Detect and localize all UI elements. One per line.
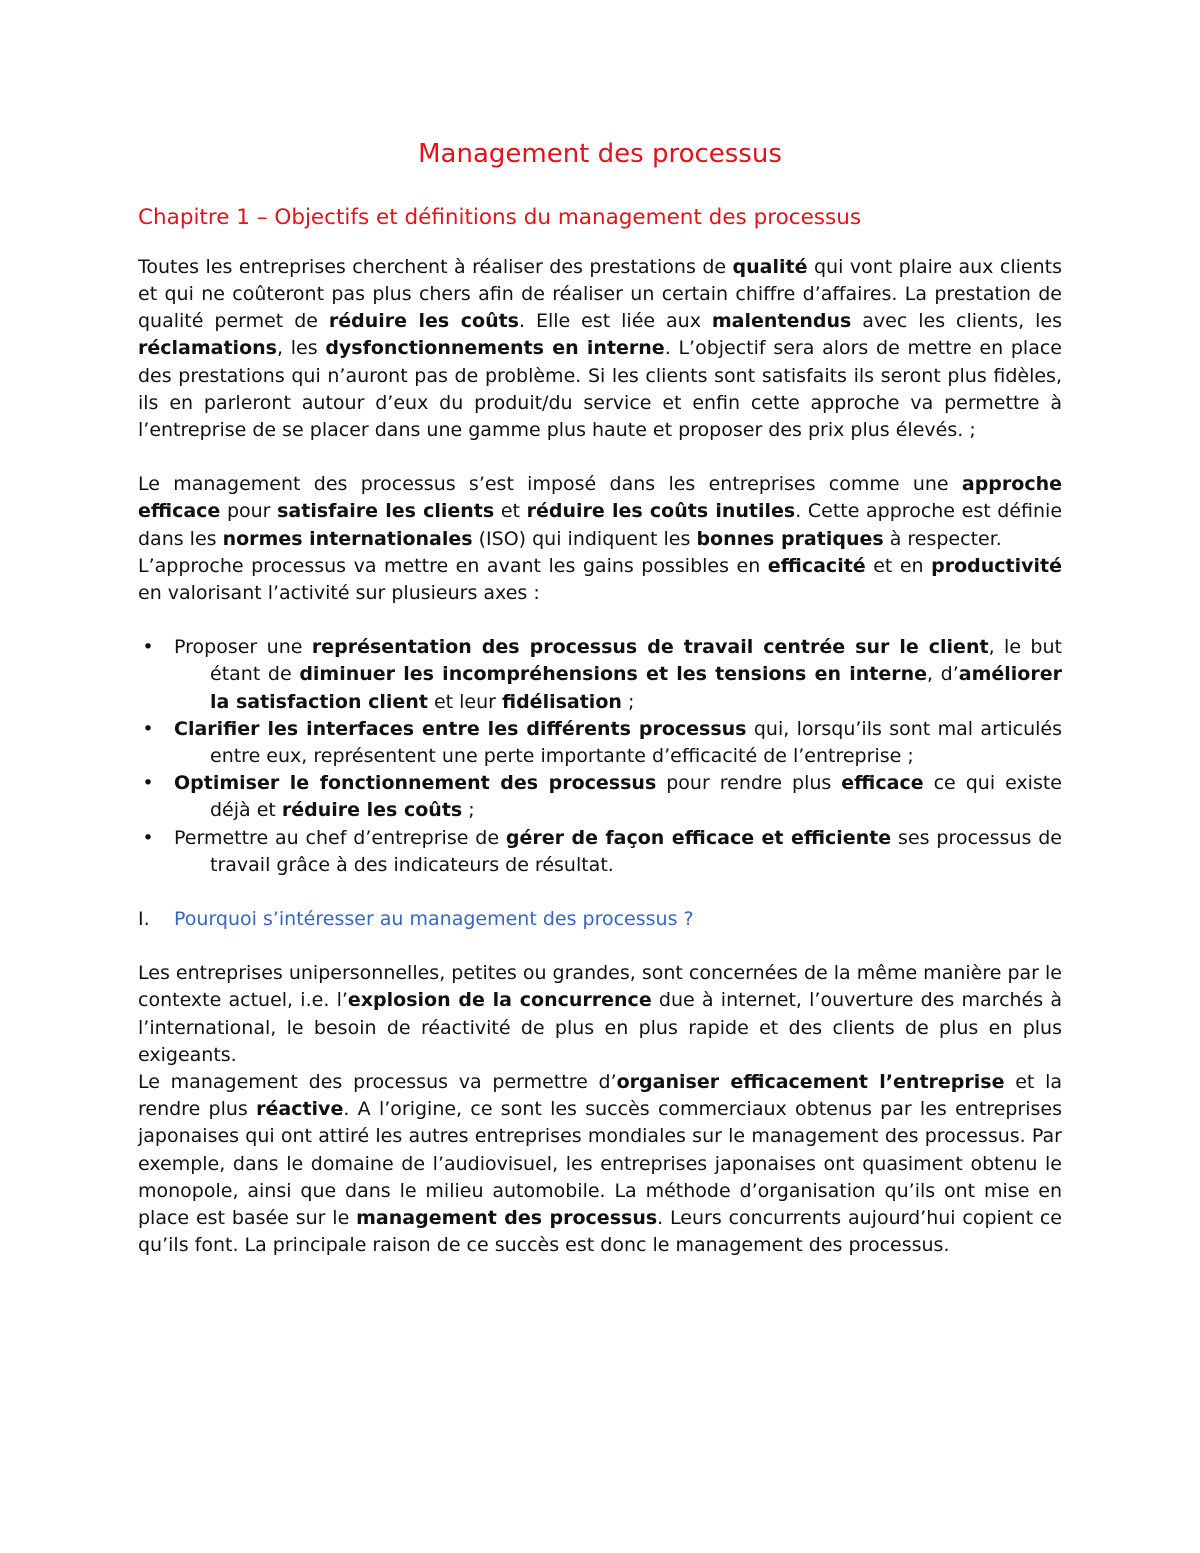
section-number: I. [138, 908, 150, 930]
text-run: . Elle est liée aux [519, 310, 712, 333]
text-run: . A l’origine, ce sont les succès commerciaux obtenus par les entreprises japonaises qui ont attiré les autres entreprises mondiales sur le management des processus. Par exemple, dans le domaine de l’audiovisuel, les entreprises japonaises ont quasiment obtenu le monopole, ainsi que dans le milieu automobile. La méthode d’organisation qu’ils ont mise en place est basée sur le [138, 1098, 1062, 1230]
text-run: ; [621, 690, 635, 713]
bold-text: réduire les coûts inutiles [526, 500, 796, 523]
bullet-icon: • [142, 826, 154, 849]
bold-text: réclamations [138, 337, 277, 360]
axes-paragraph [138, 553, 1062, 607]
list-item-text [174, 718, 1062, 767]
section-title: Pourquoi s’intéresser au management des processus ? [174, 908, 694, 930]
bold-text: dysfonctionnements en interne [325, 337, 665, 360]
text-run: . Leurs concurrents aujourd’hui copient ce qu’ils font. La principale raison de ce succès est donc le management des processus. [138, 1207, 1062, 1257]
list-item [138, 716, 1062, 770]
context-paragraph [138, 960, 1062, 1069]
bold-text: organiser efficacement l’entreprise [616, 1071, 1005, 1094]
text-run: L’approche processus va mettre en avant les gains possibles en [138, 554, 768, 577]
bold-text: réduire les coûts [328, 310, 519, 333]
list-item-text [174, 772, 1062, 821]
text-run: Les entreprises unipersonnelles, petites ou grandes, sont concernées de la même manière par le contexte actuel, i.e. l’ [138, 962, 1062, 1012]
text-run: Le management des processus s’est imposé dans les entreprises comme une [138, 473, 962, 496]
bold-text: améliorer la satisfaction client [210, 663, 1062, 713]
text-run: . Cette approche est définie dans les [138, 500, 1063, 550]
bold-text: diminuer les incompréhensions et les tensions en interne [299, 663, 927, 686]
bold-text: malentendus [711, 310, 852, 333]
axes-list [138, 634, 1062, 879]
intro-paragraph [138, 254, 1062, 444]
text-run: Proposer une [174, 636, 312, 659]
bold-text: réduire les coûts [281, 799, 463, 822]
text-run: avec les clients, les [851, 310, 1062, 333]
bold-text: management des processus [356, 1207, 658, 1230]
bullet-icon: • [142, 636, 154, 659]
text-run: Le management des processus va permettre d’ [138, 1071, 617, 1094]
bullet-icon: • [142, 772, 154, 795]
text-run: ses processus de travail grâce à des indicateurs de résultat. [210, 826, 1062, 876]
text-run: due à internet, l’ouverture des marchés à l’international, le besoin de réactivité de plus en plus rapide et des clients de plus en plus exigeants. [138, 989, 1063, 1066]
text-run: qui vont plaire aux clients et qui ne coûteront pas plus chers afin de réaliser un certain chiffre d’affaires. La prestation de qualité permet de [138, 255, 1062, 333]
list-item-text [174, 827, 1062, 876]
document-title: Management des processus [418, 139, 782, 169]
list-item [138, 825, 1062, 879]
text-run: et la rendre plus [138, 1071, 1062, 1121]
bold-text: normes internationales [222, 527, 473, 550]
origin-paragraph [138, 1069, 1062, 1259]
approach-paragraph [138, 471, 1062, 553]
chapter-heading: Chapitre 1 – Objectifs et définitions du management des processus [138, 204, 862, 230]
bold-text: qualité [732, 255, 808, 278]
bold-text: Clarifier les interfaces entre les différents processus [174, 717, 747, 740]
text-run: (ISO) qui indiquent les [472, 527, 697, 550]
list-item [138, 634, 1062, 716]
bold-text: représentation des processus de travail centrée sur le client [311, 636, 989, 659]
text-run: ; [462, 799, 475, 822]
text-run: , les [276, 337, 326, 360]
document-page [138, 138, 1062, 1259]
bold-text: Optimiser le fonctionnement des processus [174, 772, 657, 795]
text-run: Permettre au chef d’entreprise de [174, 826, 506, 849]
text-run: . L’objectif sera alors de mettre en place des prestations qui n’auront pas de problème. Si les clients sont satisfaits ils seront plus fidèles, ils en parleront autour d’eux du produit/du service et enfin cette approche va permettre à l’entreprise de se placer dans une gamme plus haute et proposer des prix plus élevés. ; [138, 337, 1062, 441]
bold-text: bonnes pratiques [696, 527, 884, 550]
bullet-icon: • [142, 717, 154, 740]
text-run: et en [865, 554, 932, 577]
text-run: , d’ [927, 663, 959, 686]
bold-text: satisfaire les clients [277, 500, 495, 523]
text-run: pour rendre plus [656, 772, 842, 795]
bold-text: approche efficace [138, 473, 1062, 523]
bold-text: explosion de la concurrence [347, 989, 652, 1012]
text-run: pour [220, 500, 278, 523]
bold-text: efficacité [767, 554, 866, 577]
text-run: à respecter. [883, 527, 1002, 550]
text-run: Toutes les entreprises cherchent à réaliser des prestations de [138, 255, 733, 278]
text-run: ce qui existe déjà et [210, 772, 1062, 822]
bold-text: réactive [256, 1098, 344, 1121]
text-run: et leur [427, 690, 502, 713]
list-item-text [174, 636, 1062, 712]
bold-text: efficace [841, 772, 924, 795]
bold-text: fidélisation [502, 690, 622, 713]
bold-text: productivité [931, 554, 1062, 577]
list-item [138, 770, 1062, 824]
text-run: qui, lorsqu’ils sont mal articulés entre eux, représentent une perte importante d’efficacité de l’entreprise ; [210, 717, 1062, 767]
text-run: , le but étant de [210, 636, 1062, 686]
bold-text: gérer de façon efficace et efficiente [505, 826, 892, 849]
text-run: et [494, 500, 527, 523]
section-heading [138, 906, 1062, 933]
text-run: en valorisant l’activité sur plusieurs axes : [138, 581, 540, 604]
